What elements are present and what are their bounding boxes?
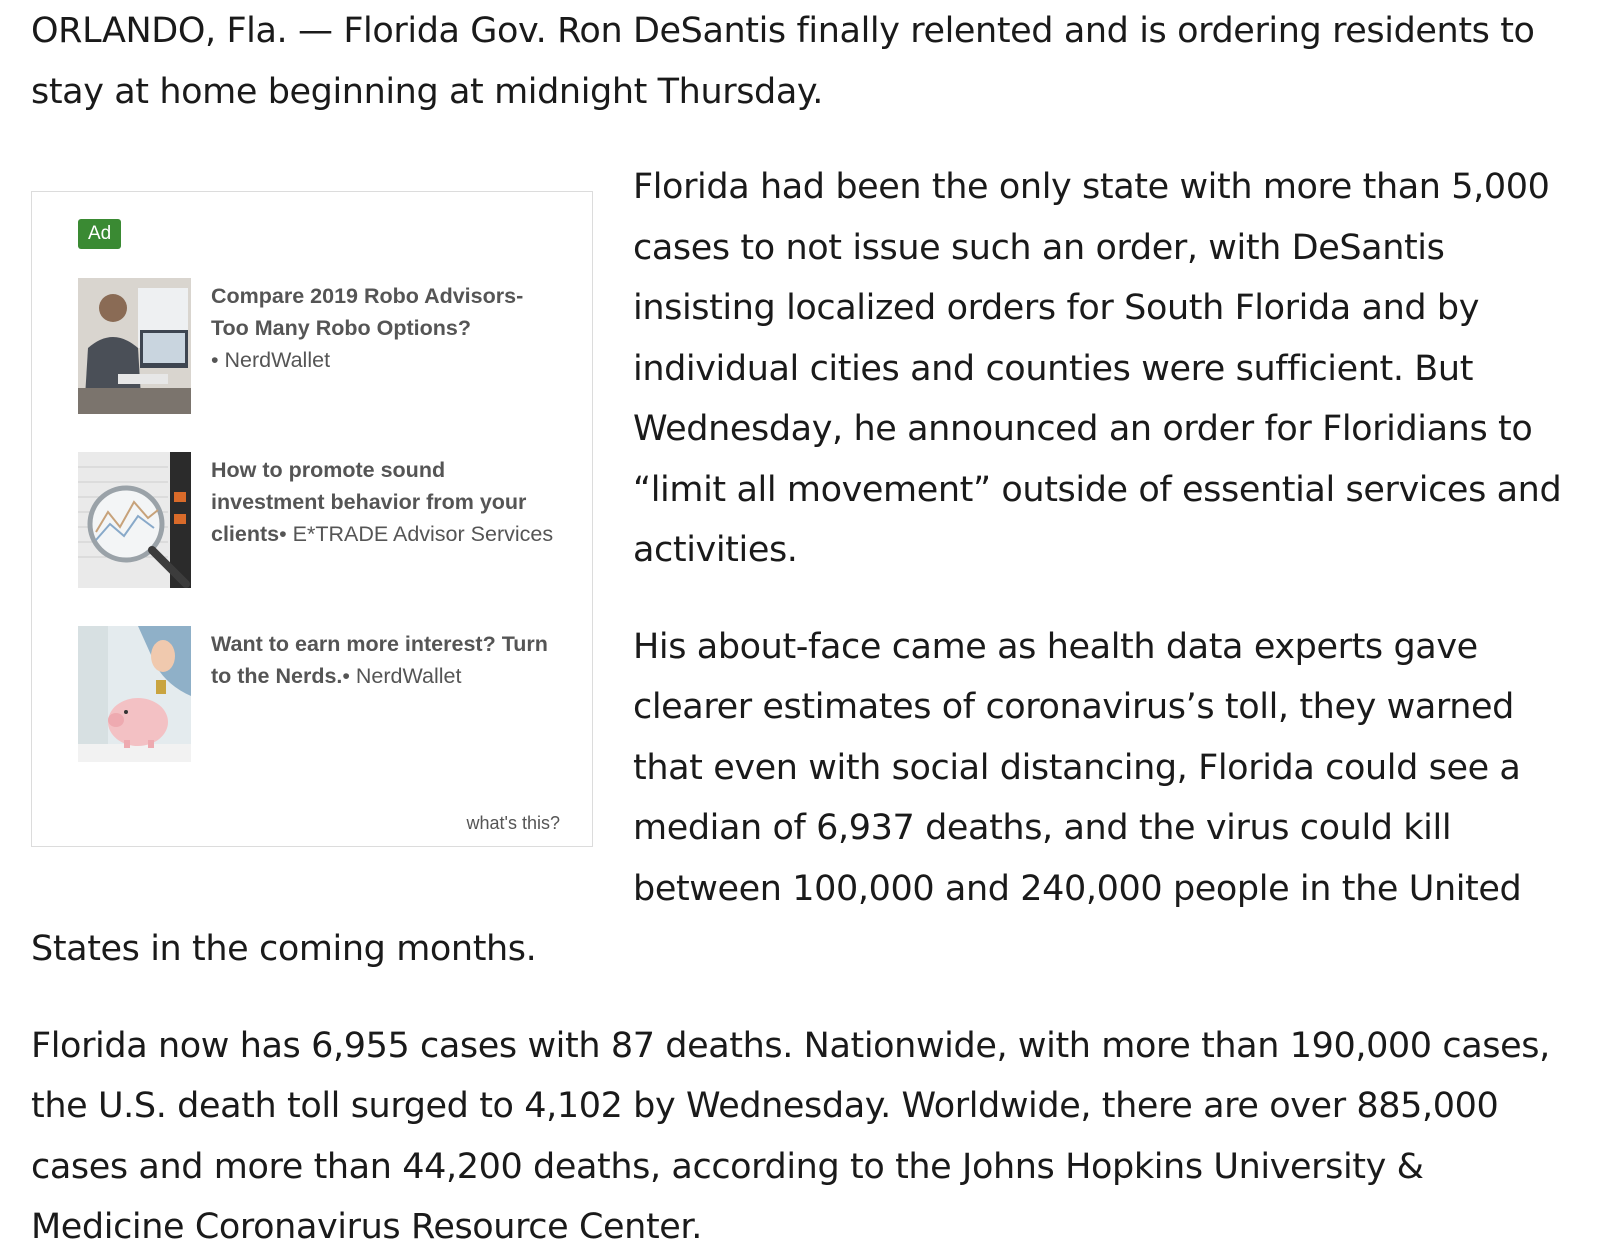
article-body [31,0,1567,1258]
piggy-bank-image[interactable] [78,626,191,762]
ad-text[interactable] [211,280,561,376]
ad-text[interactable] [211,454,561,550]
ad-badge: Ad [78,219,121,249]
ad-title[interactable]: Compare 2019 Robo Advisors- Too Many Robo Options? [211,284,524,340]
ad-text[interactable] [211,628,561,692]
article-paragraph: Florida now has 6,955 cases with 87 deaths. Nationwide, with more than 190,000 cases, the U.S. death toll surged to 4,102 by Wednesday. Worldwide, there are over 885,000 cases and more than 44,200 deaths, according to the Johns Hopkins University & Medicine Coronavirus Resource Center. [31,1025,1550,1247]
whats-this-link[interactable]: what's this? [466,813,560,833]
article-paragraph: ORLANDO, Fla. — Florida Gov. Ron DeSantis finally relented and is ordering residents to stay at home beginning at midnight Thursday. [31,11,1535,112]
ad-source: • NerdWallet [342,664,462,688]
office-workers-computer-image[interactable] [78,278,191,414]
article-paragraph: His about-face came as health data experts gave clearer estimates of coronavirus’s toll, they warned that even with social distancing, Florida could see a median of 6,937 deaths, and the virus could kill between 100,000 and 240,000 people in the United States in the coming months. [31,626,1522,969]
article-paragraph: Florida had been the only state with more than 5,000 cases to not issue such an order, with DeSantis insisting localized orders for South Florida and by individual cities and counties were sufficient. But Wednesday, he announced an order for Floridians to “limit all movement” outside of essential services and activities. [633,167,1562,570]
paragraph-spacer [31,980,1567,1016]
ad-title[interactable]: Want to earn more interest? Turn to the Nerds. [211,632,548,688]
ad-widget [31,191,593,847]
paragraph-spacer [31,121,1567,157]
ad-title[interactable]: How to promote sound investment behavior from your clients [211,458,527,546]
magnifying-glass-chart-image[interactable] [78,452,191,588]
ad-source: • E*TRADE Advisor Services [279,522,554,546]
ad-source: • NerdWallet [211,348,331,372]
